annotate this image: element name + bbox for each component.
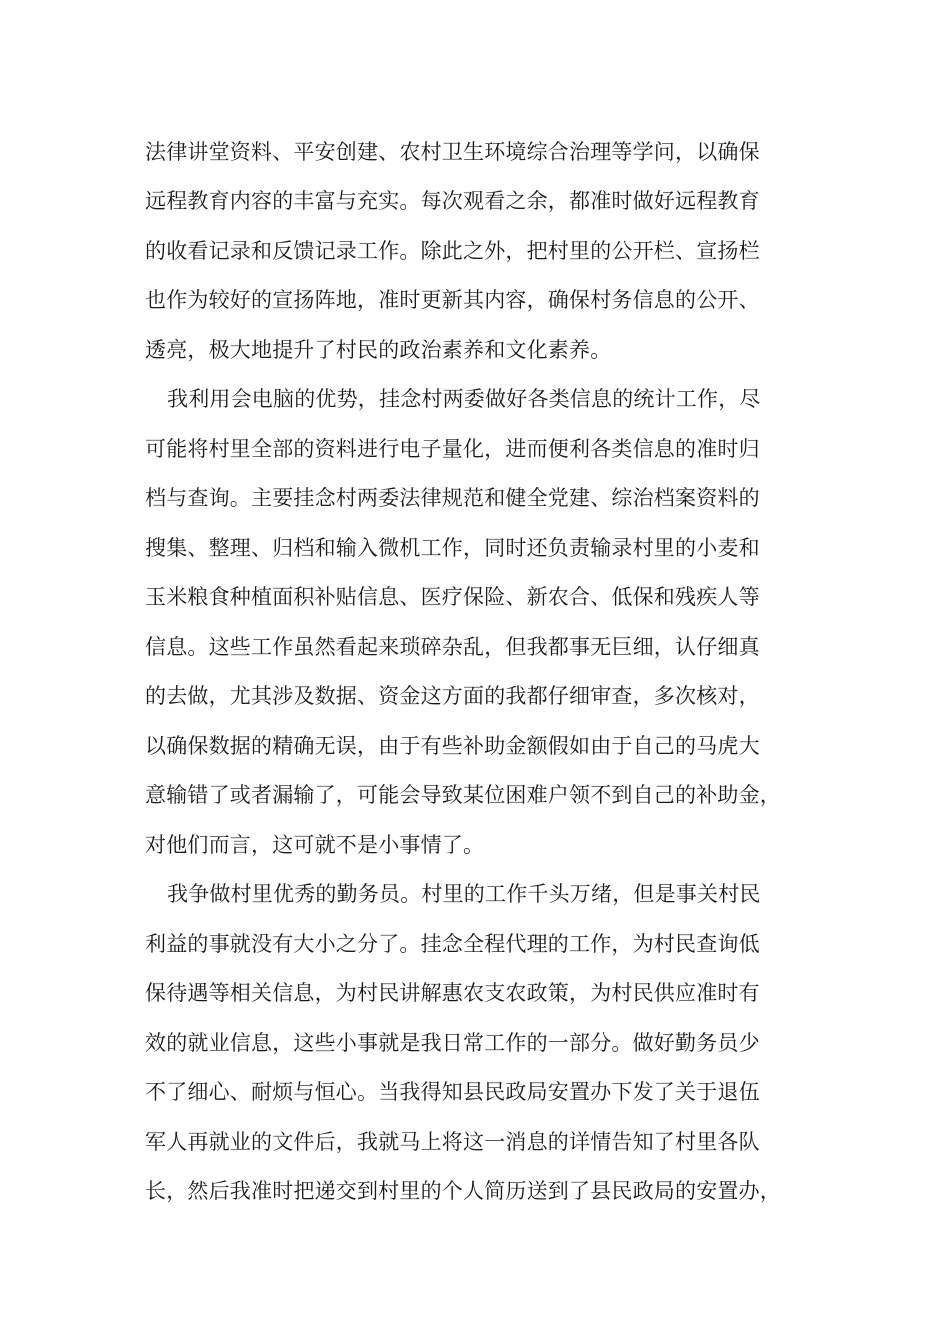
text-line: 信息。这些工作虽然看起来琐碎杂乱，但我都事无巨细，认仔细真 bbox=[145, 635, 760, 659]
text-line: 的去做，尤其涉及数据、资金这方面的我都仔细审查，多次核对， bbox=[145, 684, 760, 708]
text-line: 意输错了或者漏输了，可能会导致某位困难户领不到自己的补助金， bbox=[145, 783, 781, 807]
text-line: 的收看记录和反馈记录工作。除此之外，把村里的公开栏、宣扬栏 bbox=[145, 239, 760, 263]
text-line: 法律讲堂资料、平安创建、农村卫生环境综合治理等学问，以确保 bbox=[145, 140, 760, 164]
text-line: 对他们而言，这可就不是小事情了。 bbox=[145, 833, 485, 857]
text-line: 远程教育内容的丰富与充实。每次观看之余，都准时做好远程教育 bbox=[145, 189, 760, 213]
text-line: 利益的事就没有大小之分了。挂念全程代理的工作，为村民查询低 bbox=[145, 932, 760, 956]
text-line: 我争做村里优秀的勤务员。村里的工作千头万绪，但是事关村民 bbox=[167, 882, 761, 906]
text-line: 透亮，极大地提升了村民的政治素养和文化素养。 bbox=[145, 338, 612, 362]
text-line: 军人再就业的文件后，我就马上将这一消息的详情告知了村里各队 bbox=[145, 1130, 760, 1154]
text-line: 玉米粮食种植面积补贴信息、医疗保险、新农合、低保和残疾人等 bbox=[145, 585, 760, 609]
text-line: 效的就业信息，这些小事就是我日常工作的一部分。做好勤务员少 bbox=[145, 1031, 760, 1055]
text-line: 可能将村里全部的资料进行电子量化，进而便利各类信息的准时归 bbox=[145, 437, 760, 461]
text-line: 搜集、整理、归档和输入微机工作，同时还负责输录村里的小麦和 bbox=[145, 536, 760, 560]
text-line: 长，然后我准时把递交到村里的个人简历送到了县民政局的安置办， bbox=[145, 1179, 781, 1203]
text-line: 档与查询。主要挂念村两委法律规范和健全党建、综治档案资料的 bbox=[145, 486, 760, 510]
text-line: 不了细心、耐烦与恒心。当我得知县民政局安置办下发了关于退伍 bbox=[145, 1080, 760, 1104]
text-line: 保待遇等相关信息，为村民讲解惠农支农政策，为村民供应准时有 bbox=[145, 981, 760, 1005]
text-line: 以确保数据的精确无误，由于有些补助金额假如由于自己的马虎大 bbox=[145, 734, 760, 758]
text-line: 也作为较好的宣扬阵地，准时更新其内容，确保村务信息的公开、 bbox=[145, 288, 760, 312]
text-line: 我利用会电脑的优势，挂念村两委做好各类信息的统计工作，尽 bbox=[167, 387, 761, 411]
